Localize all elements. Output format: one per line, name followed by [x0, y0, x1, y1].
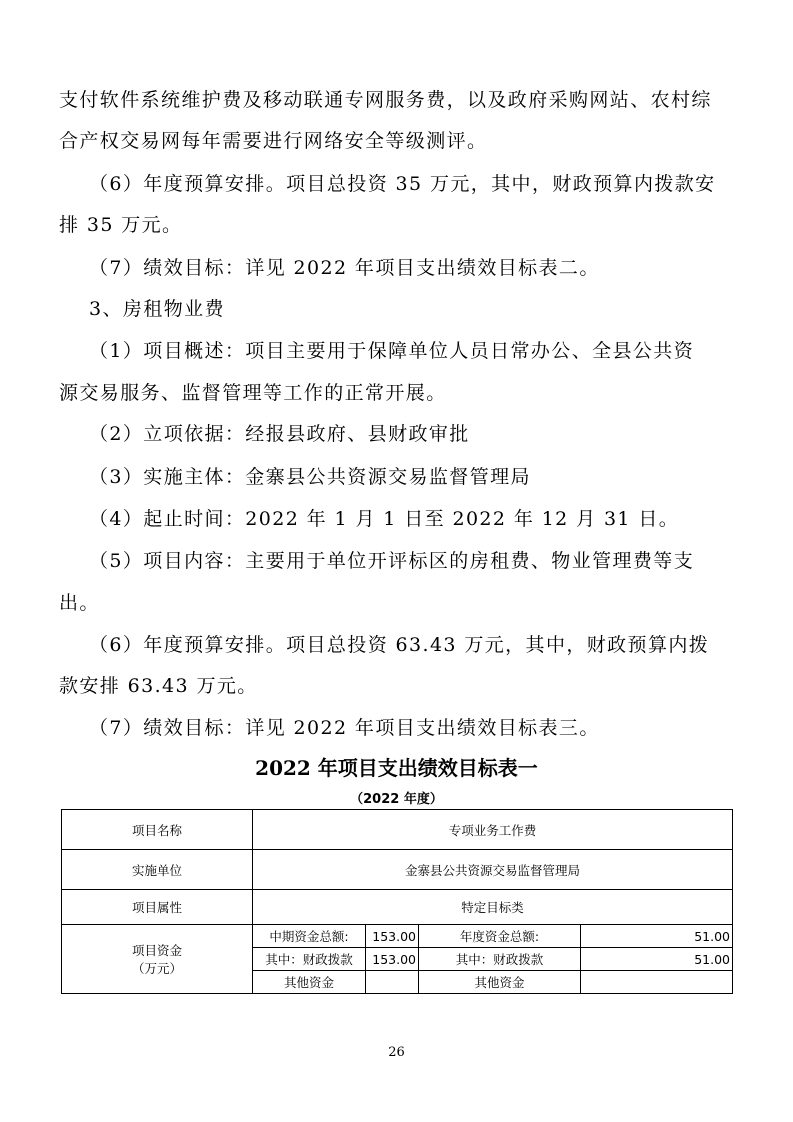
project-name-label: 项目名称 — [62, 810, 253, 850]
table-row — [62, 810, 733, 850]
funds-label-line1: 项目资金 — [131, 943, 182, 958]
paragraph-line: （5）项目内容：主要用于单位开评标区的房租费、物业管理费等支 — [89, 550, 695, 572]
unit-value: 金寨县公共资源交易监督管理局 — [253, 850, 733, 890]
paragraph-line: （7）绩效目标：详见 2022 年项目支出绩效目标表二。 — [89, 257, 600, 279]
table-row — [62, 890, 733, 925]
annual-fiscal-value: 51.00 — [581, 948, 733, 971]
attribute-label: 项目属性 — [62, 890, 253, 925]
paragraph-line: 支付软件系统维护费及移动联通专网服务费，以及政府采购网站、农村综 — [59, 89, 712, 111]
funds-label-line2: （万元） — [131, 961, 182, 976]
paragraph-line: （1）项目概述：项目主要用于保障单位人员日常办公、全县公共资 — [89, 340, 695, 362]
annual-fiscal-label: 其中：财政拨款 — [419, 948, 581, 971]
midterm-total-label: 中期资金总额: — [253, 925, 366, 948]
paragraph-line: （4）起止时间：2022 年 1 月 1 日至 2022 年 12 月 31 日。 — [89, 508, 680, 530]
midterm-other-value — [366, 971, 419, 994]
annual-other-value — [581, 971, 733, 994]
paragraph-line: 出。 — [59, 592, 100, 614]
annual-total-value: 51.00 — [581, 925, 733, 948]
paragraph-line: 源交易服务、监督管理等工作的正常开展。 — [59, 382, 447, 404]
annual-other-label: 其他资金 — [419, 971, 581, 994]
page-number: 26 — [388, 1045, 405, 1060]
midterm-other-label: 其他资金 — [253, 971, 366, 994]
unit-label: 实施单位 — [62, 850, 253, 890]
table-row — [62, 925, 733, 948]
midterm-fiscal-value: 153.00 — [366, 948, 419, 971]
table-title: 2022 年项目支出绩效目标表一 — [255, 756, 538, 780]
paragraph-line: 合产权交易网每年需要进行网络安全等级测评。 — [59, 130, 488, 152]
section-heading: 3、房租物业费 — [89, 298, 225, 320]
paragraph-line: （7）绩效目标：详见 2022 年项目支出绩效目标表三。 — [89, 717, 600, 739]
paragraph-line: 排 35 万元。 — [59, 214, 183, 236]
project-name-value: 专项业务工作费 — [253, 810, 733, 850]
paragraph-line: （2）立项依据：经报县政府、县财政审批 — [89, 423, 470, 445]
paragraph-line: （6）年度预算安排。项目总投资 63.43 万元，其中，财政预算内拨 — [89, 634, 710, 656]
midterm-fiscal-label: 其中：财政拨款 — [253, 948, 366, 971]
table-subtitle: （2022 年度） — [350, 792, 443, 807]
annual-total-label: 年度资金总额: — [419, 925, 581, 948]
table-row — [62, 850, 733, 890]
paragraph-line: 款安排 63.43 万元。 — [59, 675, 258, 697]
midterm-total-value: 153.00 — [366, 925, 419, 948]
funds-label — [62, 925, 253, 994]
paragraph-line: （3）实施主体：金寨县公共资源交易监督管理局 — [89, 466, 531, 488]
paragraph-line: （6）年度预算安排。项目总投资 35 万元，其中，财政预算内拨款安 — [89, 173, 716, 195]
performance-target-table — [61, 809, 733, 994]
attribute-value: 特定目标类 — [253, 890, 733, 925]
